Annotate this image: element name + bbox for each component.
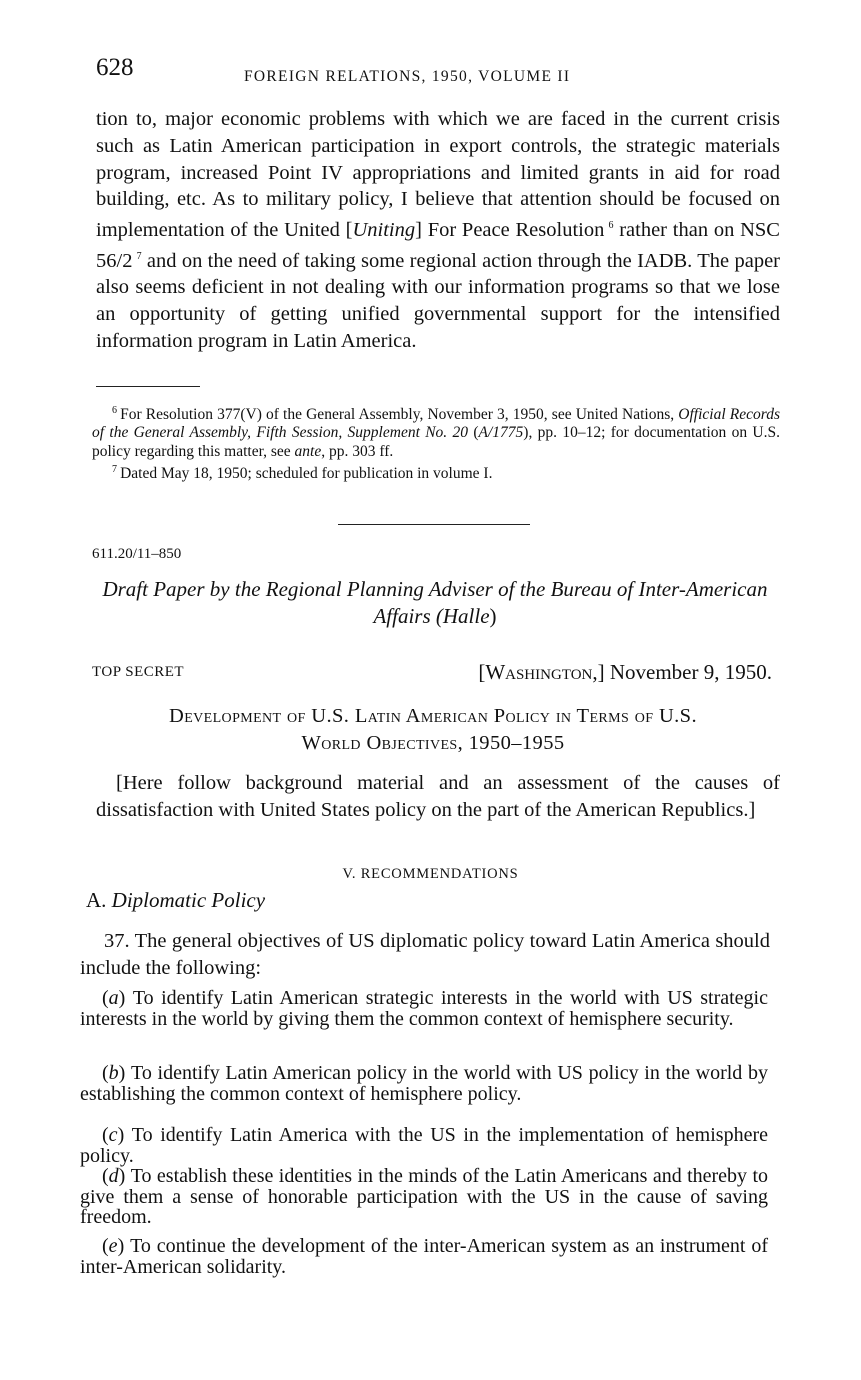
paragraph-37: 37. The general objectives of US diplomatic policy toward Latin America should include the following: (80, 930, 770, 979)
continued-text-2: ] For Peace Resolution (415, 219, 605, 242)
dateline-date: ,] November 9, 1950. (592, 660, 772, 684)
objective-letter-b: b (108, 1062, 119, 1084)
objective-text-a: To identify Latin American strategic interests in the world with US strategic interests in the world by giving them the common context of hemisphere security. (80, 987, 768, 1030)
objective-text-e: To continue the development of the inter-American system as an instrument of inter-American solidarity. (80, 1235, 768, 1278)
subsection-title: Diplomatic Policy (111, 888, 266, 912)
classification-line (92, 660, 772, 690)
editorial-note: [Here follow background material and an assessment of the causes of dissatisfaction with United States policy on the part of the American Republics.] (96, 772, 780, 821)
footnote-6-marker: 6 (112, 405, 117, 416)
footnote-ref-7: 7 (136, 250, 142, 262)
subsection-heading (86, 888, 265, 913)
subject-heading (86, 703, 780, 757)
dateline-city: Washington (485, 660, 593, 684)
footnote-rule (96, 386, 200, 387)
continued-text-3: rather than on NSC 56/2 (96, 219, 780, 272)
footnote-6-text-3: ), pp. 10–12; for documentation on U.S. policy regarding this matter, see (92, 424, 780, 460)
footnote-6-italic-2: A/1775 (478, 424, 524, 442)
document-separator-rule (338, 524, 530, 525)
footnote-7 (92, 461, 780, 483)
footnote-6 (92, 402, 780, 461)
file-number: 611.20/11–850 (92, 546, 182, 562)
dateline-open: [ (478, 660, 486, 684)
objective-letter-c: c (108, 1124, 118, 1146)
footnote-6-text-1: For Resolution 377(V) of the General Assembly, November 3, 1950, see United Nations, (120, 406, 679, 424)
objective-item-d: (d) To establish these identities in the minds of the Latin Americans and thereby to give them a sense of honorable participation with the US in the cause of saving freedom. (80, 1165, 768, 1228)
objective-text-c: To identify Latin America with the US in the implementation of hemisphere policy. (80, 1124, 768, 1167)
dateline (478, 660, 772, 685)
objective-text-d: To establish these identities in the minds of the Latin Americans and thereby to give them a sense of honorable participation with the US in the cause of saving freedom. (80, 1165, 768, 1228)
footnote-ref-6: 6 (608, 220, 614, 232)
footnote-6-italic-3: ante (294, 442, 322, 460)
document-title (90, 576, 780, 630)
objective-item-e: (e) To continue the development of the inter-American system as an instrument of inter-American solidarity. (80, 1235, 768, 1278)
footnote-7-text: Dated May 18, 1950; scheduled for publication in volume I. (120, 464, 493, 482)
page-header (96, 52, 776, 86)
objective-item-c: (c) To identify Latin America with the US in the implementation of hemisphere policy. (80, 1124, 768, 1167)
subsection-letter: A. (86, 888, 112, 912)
document-title-text: Draft Paper by the Regional Planning Adviser of the Bureau of Inter-American Affairs ( (102, 577, 768, 628)
subject-line-1: Development of U.S. Latin American Policy in Terms of U.S. (168, 705, 698, 727)
uniting-word: Uniting (352, 219, 416, 242)
objective-item-a: (a) To identify Latin American strategic interests in the world with US strategic interests in the world by giving them the common context of hemisphere security. (80, 987, 768, 1030)
page-number: 628 (96, 54, 134, 81)
continued-text-4: and on the need of taking some regional action through the IADB. The paper also seems deficient in not dealing with our information programs so that we lose an opportunity of getting unified governmental support for the intensified information program in Latin America. (96, 249, 780, 353)
document-title-author: Halle (442, 604, 490, 628)
continued-paragraph (96, 106, 780, 355)
objective-letter-e: e (108, 1235, 118, 1257)
objective-letter-d: d (108, 1165, 119, 1187)
classification-label: TOP SECRET (92, 664, 185, 680)
section-heading: V. RECOMMENDATIONS (342, 866, 519, 882)
footnote-7-marker: 7 (112, 463, 117, 475)
footnotes (92, 402, 780, 483)
objective-item-b: (b) To identify Latin American policy in the world with US policy in the world by establishing the common context of hemisphere policy. (80, 1062, 768, 1105)
footnote-6-italic-1: Official Records of the General Assembly, Fifth Session, Supplement No. 20 (92, 406, 780, 442)
document-title-close: ) (489, 604, 497, 628)
footnote-6-text-2: ( (468, 424, 479, 442)
objective-letter-a: a (108, 987, 119, 1009)
continued-text-1: tion to, major economic problems with which we are faced in the current crisis such as Latin American participation in export controls, the strategic materials program, increased Point IV appropriations and limited grants in aid for road building, etc. As to military policy, I believe that attention should be focused on implementation of the United [ (96, 108, 780, 242)
footnote-6-text-4: , pp. 303 ff. (321, 442, 394, 460)
running-head: FOREIGN RELATIONS, 1950, VOLUME II (244, 68, 571, 85)
objective-text-b: To identify Latin American policy in the world with US policy in the world by establishing the common context of hemisphere policy. (80, 1062, 768, 1105)
subject-line-2: World Objectives, 1950–1955 (301, 732, 565, 754)
